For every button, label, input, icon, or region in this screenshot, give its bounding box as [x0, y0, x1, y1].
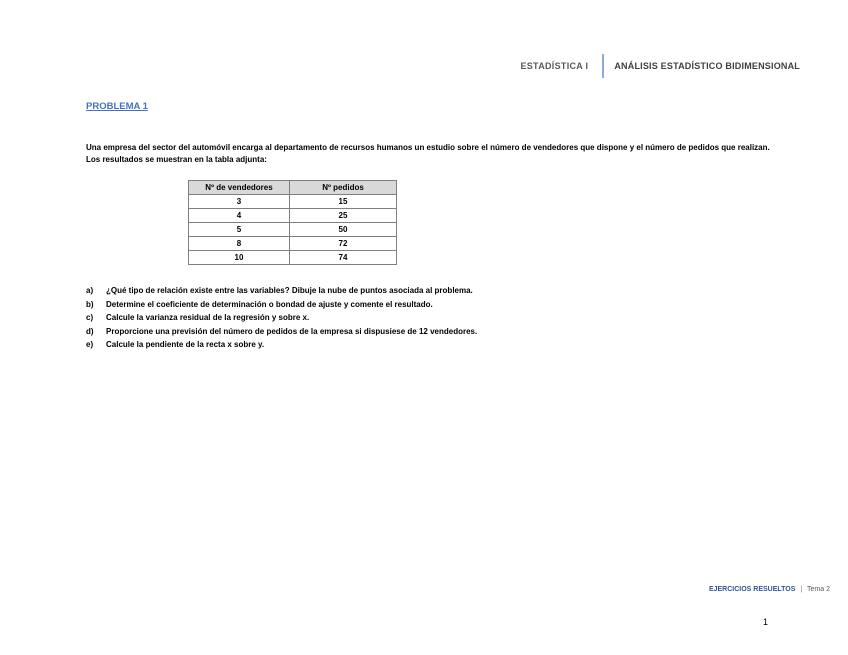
table-cell: 4	[189, 209, 290, 223]
list-item	[86, 298, 477, 312]
table-cell: 15	[290, 195, 397, 209]
list-item	[86, 284, 477, 298]
question-text: Calcule la pendiente de la recta x sobre y.	[106, 340, 265, 349]
question-text: Determine el coeficiente de determinación o bondad de ajuste y comente el resultado.	[106, 299, 433, 309]
header-course: ESTADÍSTICA I	[520, 61, 589, 71]
table-header-orders: Nº pedidos	[290, 181, 397, 195]
header-divider	[602, 54, 604, 78]
question-marker: e)	[86, 340, 94, 349]
problem-intro: Una empresa del sector del automóvil encarga al departamento de recursos humanos un estudio sobre el número de vendedores que dispone y el número de pedidos que realizan. Los resultados se muestran en la tabla adjunta:	[86, 143, 770, 164]
problem-title: PROBLEMA 1	[86, 101, 148, 112]
page-footer	[709, 586, 830, 593]
question-marker: b)	[86, 299, 94, 309]
table-cell: 10	[189, 251, 290, 265]
question-marker: d)	[86, 326, 94, 336]
data-table	[188, 180, 397, 265]
table-row	[189, 223, 397, 237]
question-text: ¿Qué tipo de relación existe entre las variables? Dibuje la nube de puntos asociada al problema.	[106, 286, 473, 295]
question-marker: a)	[86, 286, 94, 295]
table-header-row	[189, 181, 397, 195]
footer-chapter: Tema 2	[807, 586, 830, 593]
table-cell: 50	[290, 223, 397, 237]
table-cell: 8	[189, 237, 290, 251]
question-text: Proporcione una previsión del número de pedidos de la empresa si dispusiese de 12 vendedores.	[106, 326, 478, 336]
question-list	[86, 284, 477, 352]
list-item	[86, 311, 477, 325]
table-row	[189, 195, 397, 209]
table-cell: 72	[290, 237, 397, 251]
table-cell: 3	[189, 195, 290, 209]
footer-section: EJERCICIOS RESUELTOS	[708, 586, 796, 593]
list-item	[86, 338, 477, 352]
table-cell: 5	[189, 223, 290, 237]
page-header	[520, 54, 800, 78]
question-text: Calcule la varianza residual de la regresión y sobre x.	[106, 313, 310, 322]
table-cell: 25	[290, 209, 397, 223]
list-item	[86, 325, 477, 339]
page-number: 1	[763, 617, 769, 627]
question-marker: c)	[86, 313, 94, 322]
table-row	[189, 237, 397, 251]
header-topic: ANÁLISIS ESTADÍSTICO BIDIMENSIONAL	[614, 61, 800, 71]
table-cell: 74	[290, 251, 397, 265]
table-row	[189, 209, 397, 223]
table-row	[189, 251, 397, 265]
table-header-sellers: Nº de vendedores	[189, 181, 290, 195]
footer-separator: |	[800, 586, 803, 593]
